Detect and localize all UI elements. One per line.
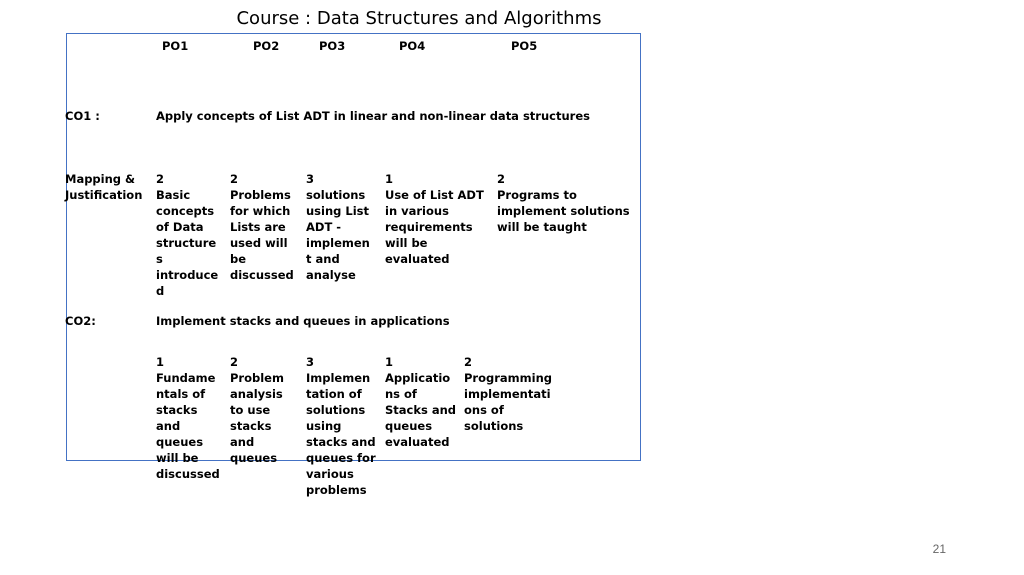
po5-header: PO5	[511, 39, 538, 53]
co2-po2-cell: 2 Problem analysis to use stacks and queues	[230, 355, 284, 465]
co1-po1-cell: 2 Basic concepts of Data structure s introduce d	[156, 172, 219, 298]
co2-po3-cell: 3 Implemen tation of solutions using stacks and queues for various problems	[306, 355, 376, 497]
po1-header: PO1	[162, 39, 189, 53]
po3-header: PO3	[319, 39, 346, 53]
slide-title: Course : Data Structures and Algorithms	[236, 8, 602, 29]
co1-statement: Apply concepts of List ADT in linear and non-linear data structures	[156, 109, 590, 123]
po4-header: PO4	[399, 39, 426, 53]
co1-po2-cell: 2 Problems for which Lists are used will be discussed	[230, 172, 294, 282]
co1-po4-cell: 1 Use of List ADT in various requirements will be evaluated	[385, 172, 484, 266]
co2-po4-cell: 1 Applicatio ns of Stacks and queues evaluated	[385, 355, 457, 449]
co2-po5-cell: 2 Programming implementati ons of solutions	[464, 355, 552, 433]
co2-statement: Implement stacks and queues in applications	[156, 314, 450, 328]
po2-header: PO2	[253, 39, 280, 53]
co2-po1-cell: 1 Fundame ntals of stacks and queues will be discussed	[156, 355, 220, 481]
mapping-justification-label: Mapping & Justification	[65, 172, 143, 202]
co1-po5-cell: 2 Programs to implement solutions will be taught	[497, 172, 630, 234]
co1-po3-cell: 3 solutions using List ADT - implemen t and analyse	[306, 172, 370, 282]
co2-label: CO2:	[65, 314, 96, 328]
page-number: 21	[932, 542, 946, 556]
co1-label: CO1 :	[65, 109, 100, 123]
